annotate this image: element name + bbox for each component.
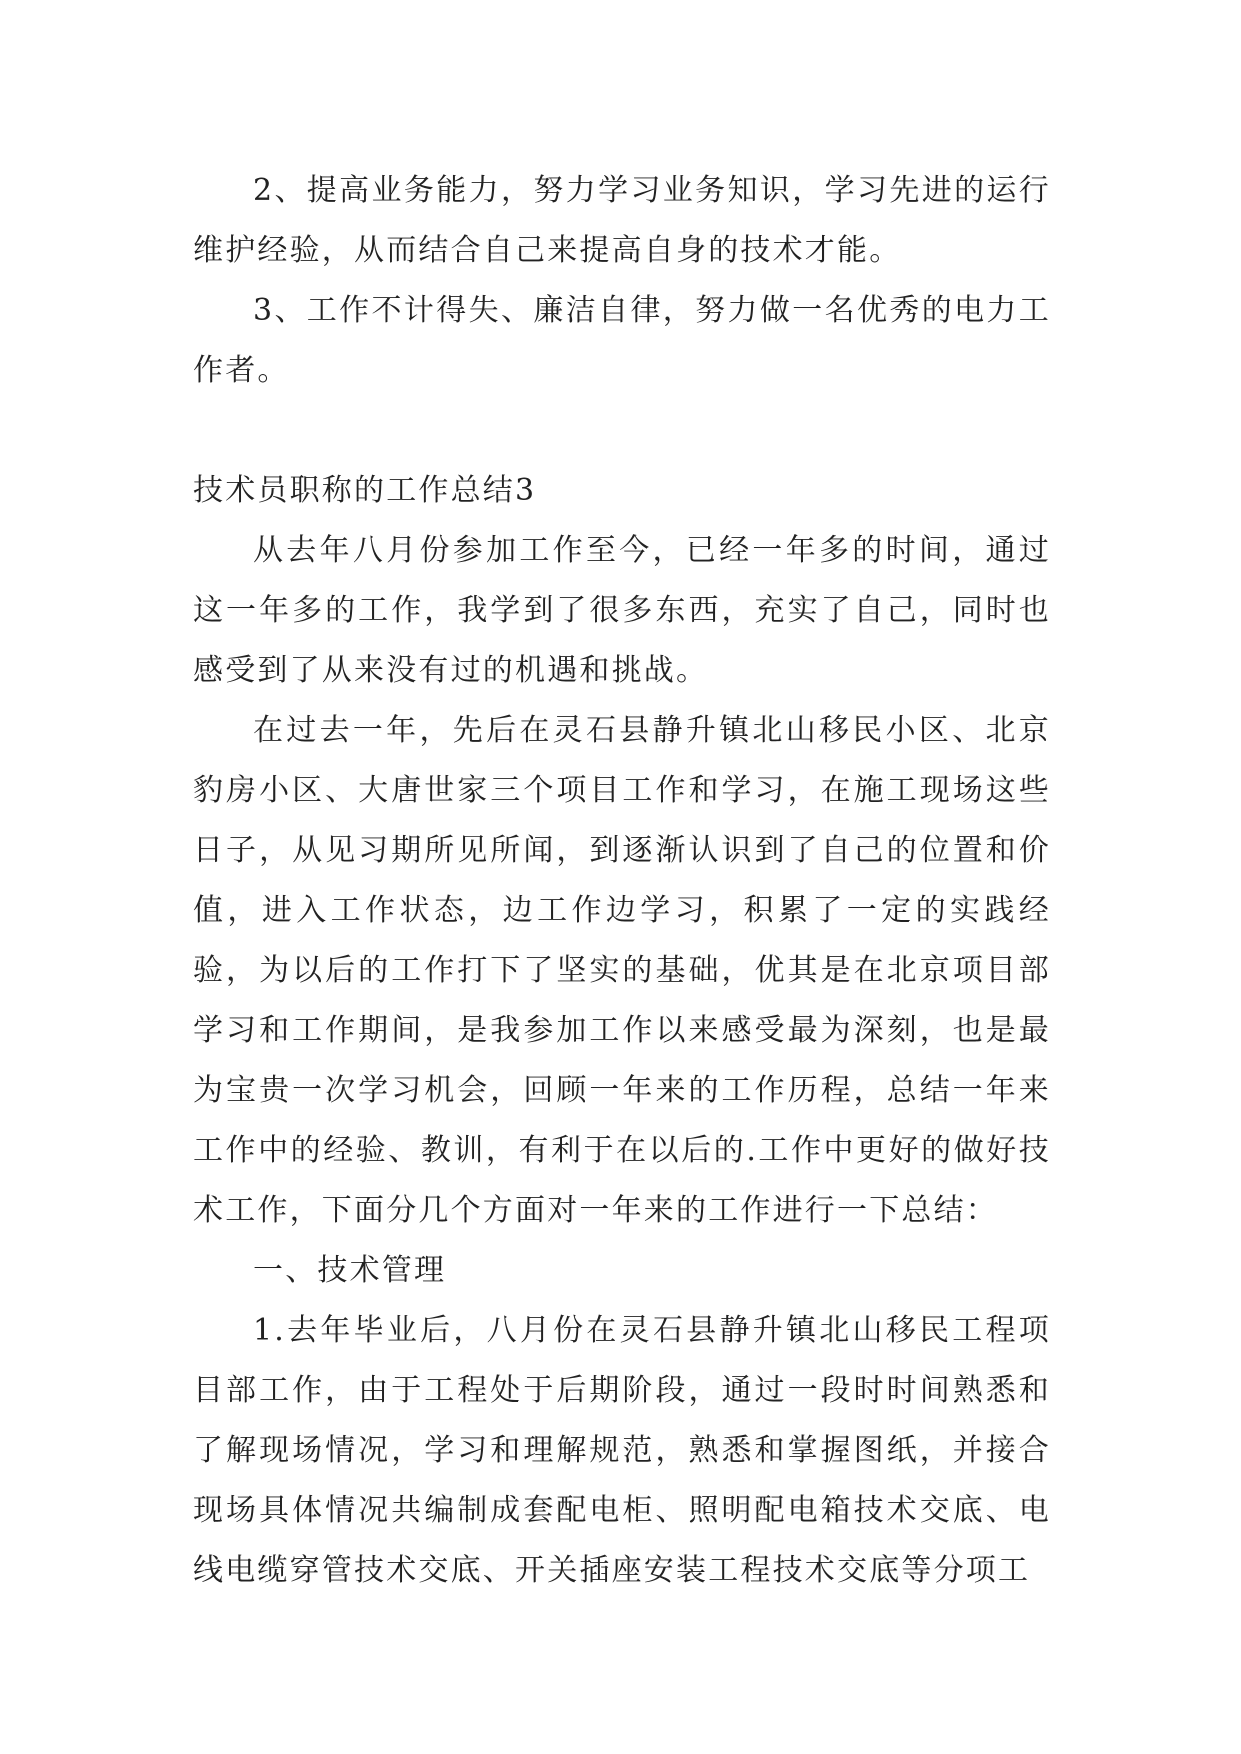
paragraph-point-1: 1.去年毕业后，八月份在灵石县静升镇北山移民工程项目部工作，由于工程处于后期阶段，通过一段时时间熟悉和了解现场情况，学习和理解规范，熟悉和掌握图纸，并接合现场具体情况共编制成套配电柜、照明配电箱技术交底、电线电缆穿管技术交底、开关插座安装工程技术交底等分项工 (193, 1313, 1051, 1588)
paragraph-item-3: 3、工作不计得失、廉洁自律，努力做一名优秀的电力工作者。 (193, 293, 1051, 388)
paragraph-item-2: 2、提高业务能力，努力学习业务知识，学习先进的运行维护经验，从而结合自己来提高自身的技术才能。 (193, 173, 1051, 268)
section-title: 技术员职称的工作总结3 (193, 473, 537, 508)
paragraph-past-year: 在过去一年，先后在灵石县静升镇北山移民小区、北京豹房小区、大唐世家三个项目工作和学习，在施工现场这些日子，从见习期所见所闻，到逐渐认识到了自己的位置和价值，进入工作状态，边工作边学习，积累了一定的实践经验，为以后的工作打下了坚实的基础，优其是在北京项目部学习和工作期间，是我参加工作以来感受最为深刻，也是最为宝贵一次学习机会，回顾一年来的工作历程，总结一年来工作中的经验、教训，有利于在以后的.工作中更好的做好技术工作，下面分几个方面对一年来的工作进行一下总结： (193, 713, 1051, 1228)
paragraph-intro: 从去年八月份参加工作至今，已经一年多的时间，通过这一年多的工作，我学到了很多东西，充实了自己，同时也感受到了从来没有过的机遇和挑战。 (193, 533, 1051, 688)
document-body (193, 161, 1051, 1601)
heading-technical-management: 一、技术管理 (253, 1253, 447, 1288)
